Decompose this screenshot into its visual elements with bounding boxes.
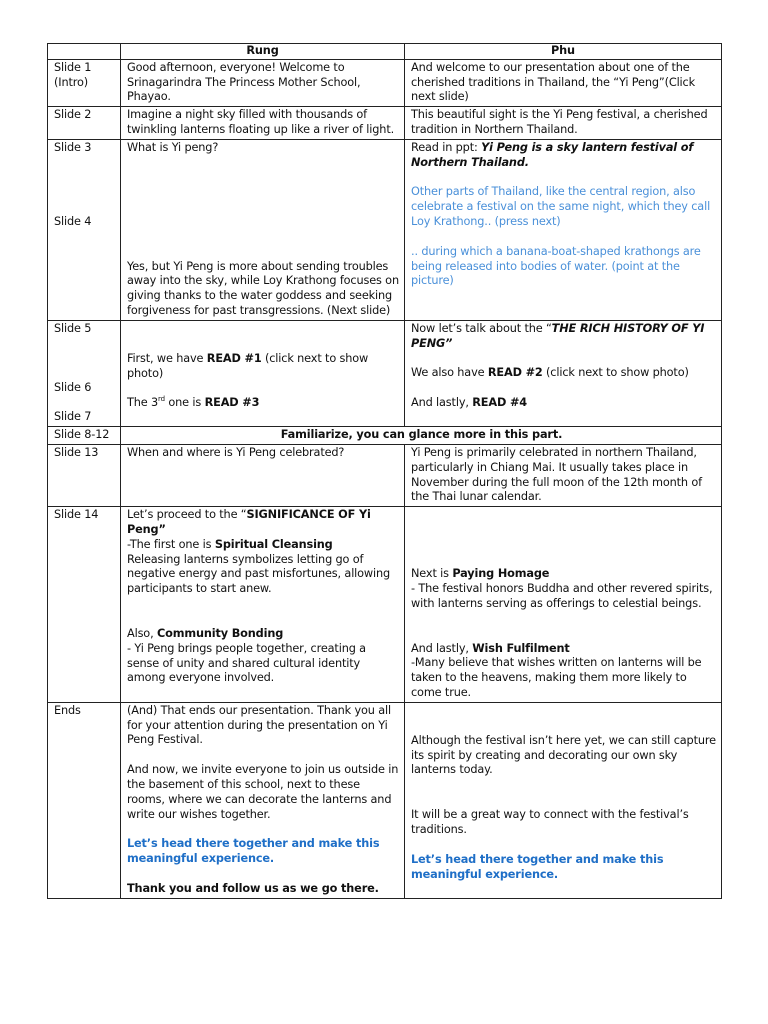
rung-line bbox=[127, 396, 399, 411]
familiarize-note: Familiarize, you can glance more in this part. bbox=[121, 427, 722, 445]
phu-bold: THE RICH HISTORY OF YI PENG” bbox=[411, 321, 705, 350]
phu-bold: Wish Fulfilment bbox=[472, 641, 570, 655]
rung-cell bbox=[121, 507, 405, 703]
header-phu: Phu bbox=[405, 44, 722, 60]
slide-label: Slide 2 bbox=[48, 107, 121, 140]
table-row bbox=[48, 444, 722, 506]
phu-line bbox=[411, 322, 716, 352]
rung-blue-line: Let’s head there together and make this meaningful experience. bbox=[127, 837, 380, 866]
slide-label: Slide 14 bbox=[48, 507, 121, 703]
rung-line: Imagine a night sky filled with thousands of twinkling lanterns floating up like a river of light. bbox=[121, 107, 405, 140]
phu-line: - The festival honors Buddha and other revered spirits, with lanterns serving as offerings to celestial beings. bbox=[411, 581, 713, 610]
slide-label: Slide 1 (Intro) bbox=[48, 59, 121, 106]
phu-line bbox=[411, 141, 716, 171]
rung-line: And now, we invite everyone to join us outside in the basement of this school, next to these rooms, where we can decorate the lanterns and write our wishes together. bbox=[127, 763, 399, 821]
rung-line bbox=[127, 538, 399, 553]
rung-line: - Yi Peng brings people together, creating a sense of unity and shared cultural identity among everyone involved. bbox=[127, 641, 366, 685]
header-rung: Rung bbox=[121, 44, 405, 60]
phu-line: And welcome to our presentation about one of the cherished traditions in Thailand, the “Yi Peng”(Click next slide) bbox=[405, 59, 722, 106]
phu-line bbox=[411, 396, 716, 411]
rung-text: Also, bbox=[127, 626, 157, 640]
rung-line: When and where is Yi Peng celebrated? bbox=[121, 444, 405, 506]
phu-line bbox=[411, 567, 716, 582]
phu-line: This beautiful sight is the Yi Peng festival, a cherished tradition in Northern Thailand. bbox=[405, 107, 722, 140]
phu-bold: Paying Homage bbox=[452, 567, 550, 581]
rung-line: (And) That ends our presentation. Thank you all for your attention during the presentation on Yi Peng Festival. bbox=[127, 703, 391, 747]
phu-cell bbox=[405, 139, 722, 320]
rung-line: Releasing lanterns symbolizes letting go of negative energy and past misfortunes, allowing participants to start anew. bbox=[127, 552, 391, 596]
rung-text: Let’s proceed to the “ bbox=[127, 508, 247, 522]
rung-cell bbox=[121, 702, 405, 898]
phu-lead-text: Read in ppt: bbox=[411, 140, 482, 154]
slide-label: Slide 4 bbox=[54, 214, 92, 228]
rung-sup: rd bbox=[158, 395, 165, 404]
phu-cell bbox=[405, 702, 722, 898]
slide-label: Slide 8-12 bbox=[48, 427, 121, 445]
slide-label: Slide 13 bbox=[48, 444, 121, 506]
rung-line: Good afternoon, everyone! Welcome to Srinagarindra The Princess Mother School, Phayao. bbox=[121, 59, 405, 106]
rung-text: -The first one is bbox=[127, 537, 215, 551]
slide-label: Ends bbox=[48, 702, 121, 898]
header-slide bbox=[48, 44, 121, 60]
phu-line: Although the festival isn’t here yet, we can still capture its spirit by creating and decorating our own sky lanterns today. bbox=[411, 733, 716, 777]
rung-line: Thank you and follow us as we go there. bbox=[127, 881, 379, 895]
phu-text: And lastly, bbox=[411, 396, 473, 410]
rung-text: First, we have bbox=[127, 351, 207, 365]
slide-label-cell bbox=[48, 139, 121, 320]
rung-text: one is bbox=[164, 396, 205, 410]
phu-bold: READ #4 bbox=[472, 396, 527, 410]
slide-label-cell bbox=[48, 320, 121, 426]
script-table bbox=[47, 43, 722, 899]
phu-line: Yi Peng is primarily celebrated in northern Thailand, particularly in Chiang Mai. It usually takes place in November during the full moon of the 12th month of the Thai lunar calendar. bbox=[405, 444, 722, 506]
rung-bold: READ #3 bbox=[204, 396, 260, 410]
table-row bbox=[48, 59, 722, 106]
table-row bbox=[48, 427, 722, 445]
rung-text: (click next to show photo) bbox=[127, 351, 369, 380]
table-row bbox=[48, 702, 722, 898]
phu-line: -Many believe that wishes written on lanterns will be taken to the heavens, making them more likely to come true. bbox=[411, 656, 702, 699]
phu-text: Now let’s talk about the “ bbox=[411, 321, 552, 335]
rung-bold: Spiritual Cleansing bbox=[214, 537, 333, 551]
rung-line: What is Yi peng? bbox=[127, 140, 219, 154]
phu-cell bbox=[405, 320, 722, 426]
table-row bbox=[48, 107, 722, 140]
phu-line bbox=[411, 642, 716, 657]
header-row bbox=[48, 44, 722, 60]
slide-label: Slide 6 bbox=[54, 380, 92, 394]
rung-bold: READ #1 bbox=[206, 351, 262, 365]
slide-label: Slide 7 bbox=[54, 410, 92, 424]
table-row bbox=[48, 139, 722, 320]
rung-text: The 3 bbox=[127, 396, 159, 410]
phu-bold-text: Yi Peng is a sky lantern festival of Northern Thailand. bbox=[411, 140, 694, 169]
slide-label: Slide 5 bbox=[54, 321, 92, 335]
phu-line bbox=[411, 366, 716, 381]
rung-line bbox=[127, 508, 399, 538]
slide-label: Slide 3 bbox=[54, 140, 92, 154]
phu-bold: READ #2 bbox=[487, 366, 543, 380]
phu-blue-line: Let’s head there together and make this meaningful experience. bbox=[411, 852, 664, 881]
rung-line: Yes, but Yi Peng is more about sending troubles away into the sky, while Loy Krathong focuses on giving thanks to the water goddess and seeking forgiveness for past transgressions. (Next slide) bbox=[127, 259, 399, 317]
phu-blue-line: .. during which a banana-boat-shaped krathongs are being released into bodies of water. (point at the picture) bbox=[411, 244, 701, 288]
phu-text: And lastly, bbox=[411, 641, 473, 655]
rung-bold: Community Bonding bbox=[156, 626, 284, 640]
rung-line bbox=[127, 627, 399, 642]
rung-cell bbox=[121, 139, 405, 320]
rung-cell bbox=[121, 320, 405, 426]
phu-blue-line: Other parts of Thailand, like the central region, also celebrate a festival on the same night, which they call Loy Krathong.. (press next) bbox=[411, 185, 711, 228]
rung-line bbox=[127, 352, 399, 382]
phu-cell bbox=[405, 507, 722, 703]
rung-bold: SIGNIFICANCE OF Yi Peng” bbox=[127, 508, 371, 536]
table-row bbox=[48, 320, 722, 426]
phu-text: Next is bbox=[411, 567, 453, 581]
phu-text: We also have bbox=[411, 366, 488, 380]
phu-text: (click next to show photo) bbox=[542, 366, 689, 380]
phu-line: It will be a great way to connect with the festival’s traditions. bbox=[411, 808, 689, 836]
table-row bbox=[48, 507, 722, 703]
